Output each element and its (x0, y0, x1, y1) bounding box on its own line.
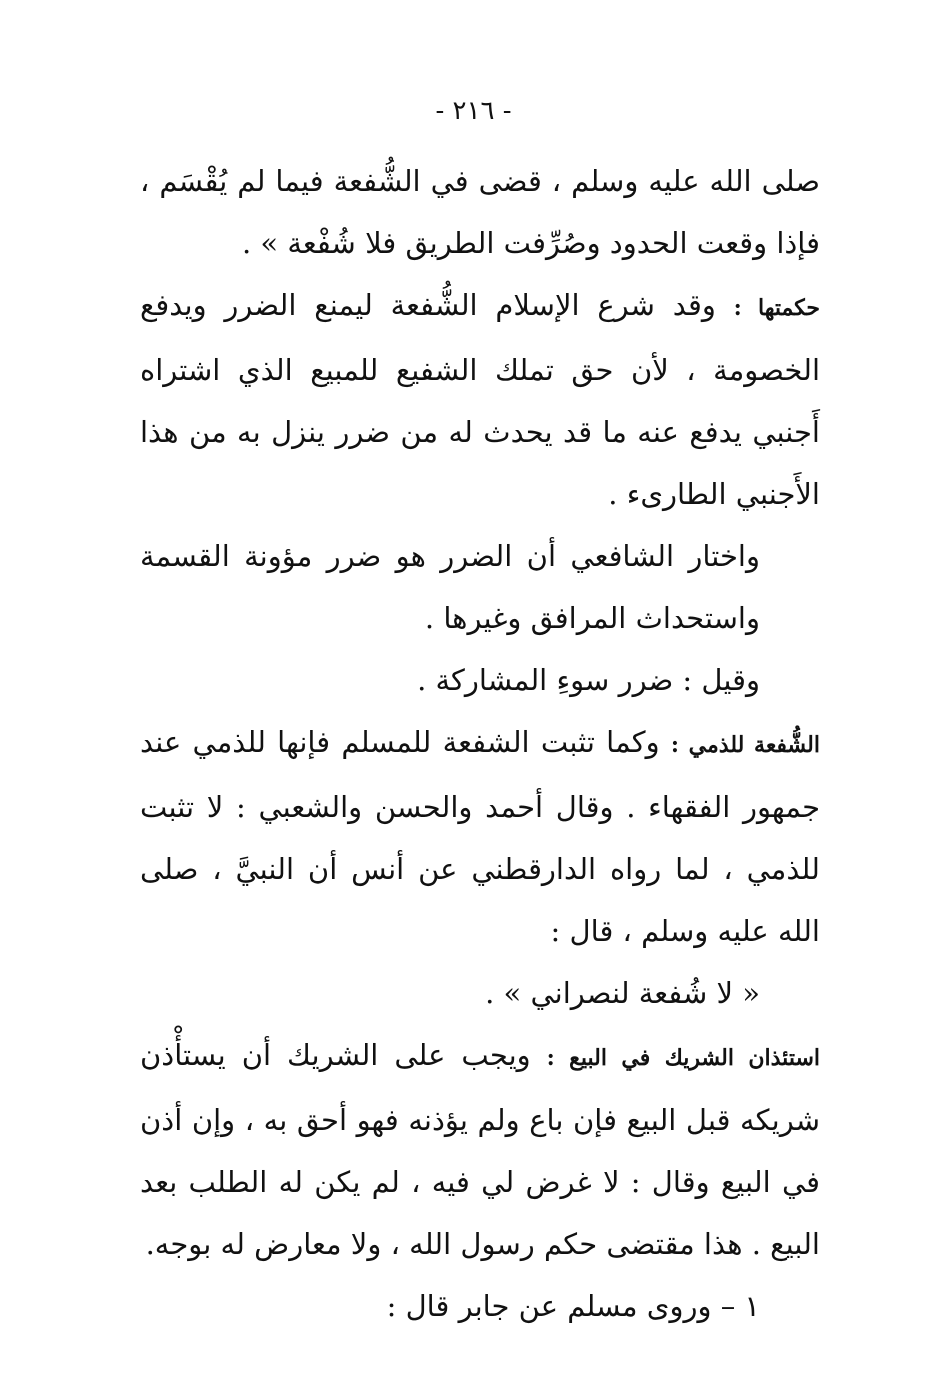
page-number: - ٢١٦ - (435, 96, 512, 126)
section-heading: استئذان الشريك في البيع : (546, 1045, 820, 1071)
section-heading: الشُّفعة للذمي : (670, 732, 820, 758)
paragraph-text: وقد شرع الإسلام الشُّفعة ليمنع الضرر ويدفع الخصومة ، لأن حق تملك الشفيع للمبيع الذي اشتراه أَجنبي يدفع عنه ما قد يحدث له من ضرر ينزل به من هذا الأَجنبي الطارىء . (140, 288, 820, 511)
paragraph-text: ١ – وروى مسلم عن جابر قال : (386, 1289, 760, 1323)
body-text (140, 150, 820, 1337)
paragraph-narration (140, 1275, 820, 1337)
paragraph-wisdom (140, 274, 820, 525)
hadith-quote (140, 962, 820, 1024)
paragraph-1 (140, 150, 820, 274)
paragraph-text: ويجب على الشريك أن يستأْذن شريكه قبل البيع فإن باع ولم يؤذنه فهو أحق به ، وإن أذن في البيع وقال : لا غرض لي فيه ، لم يكن له الطلب بعد البيع . هذا مقتضى حكم رسول الله ، ولا معارض له بوجه. (140, 1038, 820, 1261)
paragraph-shafii (140, 525, 820, 649)
paragraph-text: واختار الشافعي أن الضرر هو ضرر مؤونة القسمة واستحداث المرافق وغيرها . (140, 539, 760, 635)
paragraph-text: وقيل : ضرر سوءِ المشاركة . (417, 663, 760, 697)
paragraph-dhimmi (140, 711, 820, 962)
paragraph-text: وكما تثبت الشفعة للمسلم فإنها للذمي عند جمهور الفقهاء . وقال أحمد والحسن والشعبي : لا تثبت للذمي ، لما رواه الدارقطني عن أنس أن النبيَّ ، صلى الله عليه وسلم ، قال : (140, 725, 820, 948)
paragraph-text: « لا شُفعة لنصراني » . (485, 976, 760, 1010)
paragraph-permission (140, 1024, 820, 1275)
paragraph-text: صلى الله عليه وسلم ، قضى في الشُّفعة فيما لم يُقْسَم ، فإذا وقعت الحدود وصُرِّفت الطريق فلا شُفْعة » . (140, 164, 820, 260)
section-heading: حكمتها : (733, 295, 820, 321)
paragraph-qil (140, 649, 820, 711)
